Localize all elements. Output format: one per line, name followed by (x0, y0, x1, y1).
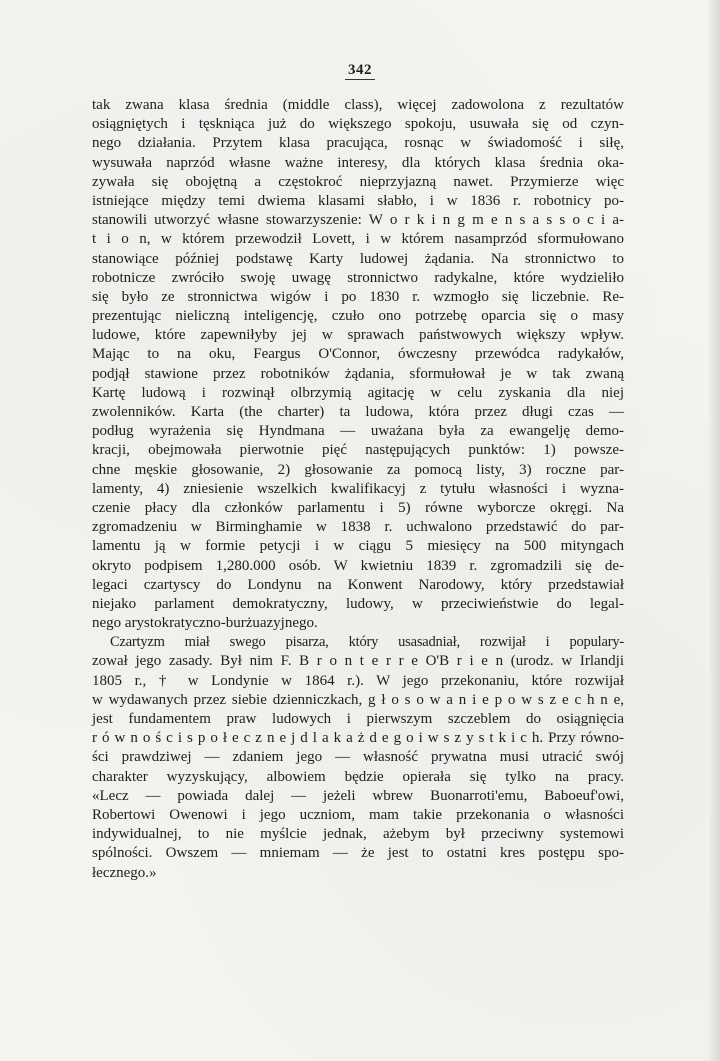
text-line: «Lecz — powiada dalej — jeżeli wbrew Buonarroti'emu, Baboeuf'owi, (92, 787, 624, 804)
text-line: legaci czartyscy do Londynu na Konwent Narodowy, który przedstawiał (92, 576, 624, 593)
text-line: niejako parlament demokratyczny, ludowy, w przeciwieństwie do legal- (92, 595, 624, 612)
text-line: podjął stawione przez robotników żądania, sformułował je w tak zwaną (92, 365, 624, 382)
text-line: istniejące między temi dwiema klasami słabło, i w 1836 r. robotnicy po- (92, 192, 624, 209)
text-line: w wydawanych przez siebie dzienniczkach, g ł o s o w a n i e p o w s z e c h n e, (92, 691, 624, 708)
text-line: osiągniętych i tęskniąca już do większego spokoju, usuwała się od czyn- (92, 116, 624, 133)
text-line: lamenty, 4) zniesienie wszelkich kwalifikacyj z tytułu własności i wyzna- (92, 480, 624, 497)
body-text (92, 96, 624, 883)
text-line: się było ze stronnictwa wigów i po 1830 r. wzmogło się liczebnie. Re- (92, 288, 624, 305)
text-line: Czartyzm miał swego pisarza, który usasadniał, rozwijał i populary- (110, 634, 624, 651)
text-line: lamentu ją w formie petycji i w ciągu 5 miesięcy na 500 mityngach (92, 538, 624, 555)
text-line: Kartę ludową i rozwinął olbrzymią agitację w celu zyskania dla niej (92, 384, 624, 401)
text-line: robotnicze zwróciło swoję uwagę stronnictwo radykalne, które wydzieliło (92, 269, 624, 286)
page-number (0, 62, 720, 79)
text-line: stanowiące później podstawę Karty ludowej żądania. Na stronnictwo to (92, 250, 624, 267)
text-line: Robertowi Owenowi i jego uczniom, mam takie przekonania o własności (92, 806, 624, 823)
text-line: stanowili utworzyć własne stowarzyszenie: W o r k i n g m e n s a s s o c i a- (92, 212, 624, 229)
text-line: chne męskie głosowanie, 2) głosowanie za pomocą listy, 3) roczne par- (92, 461, 624, 478)
text-line: okryto podpisem 1,280.000 osób. W kwietniu 1839 r. zgromadzili się de- (92, 557, 624, 574)
text-line: r ó w n o ś c i s p o ł e c z n e j d l a k a ż d e g o i w s z y s t k i c h. Przy równo- (92, 730, 624, 747)
text-line: zgromadzeniu w Birminghamie w 1838 r. uchwalono przedstawić do par- (92, 519, 624, 536)
text-line: prezentując nieliczną inteligencję, czuło ono potrzebę oparcia się o masy (92, 308, 624, 325)
text-line: kracji, obejmowała pierwotnie pięć następujących punktów: 1) powsze- (92, 442, 624, 459)
text-line: jest fundamentem praw ludowych i pierwszym szczeblem do osiągnięcia (92, 711, 624, 727)
text-line: 1805 r., † w Londynie w 1864 r.). W jego przekonaniu, które rozwijał (92, 672, 624, 689)
text-line: zował jego zasady. Był nim F. B r o n t e r r e O'B r i e n (urodz. w Irlandji (92, 653, 624, 670)
text-line: tak zwana klasa średnia (middle class), więcej zadowolona z rezultatów (92, 97, 624, 113)
text-line: nego działania. Przytem klasa pracująca, rosnąc w świadomość i siłę, (92, 135, 624, 152)
text-line: zwolenników. Karta (the charter) ta ludowa, która przez długi czas — (92, 404, 624, 420)
text-line: Mając to na oku, Feargus O'Connor, ówczesny przewódca radykałów, (92, 346, 624, 363)
text-line: indywidualnej, to nie myślcie jednak, ażebym był przeciwny systemowi (92, 826, 624, 843)
text-line: spólności. Owszem — mniemam — że jest to ostatni kres postępu spo- (92, 845, 624, 862)
text-line: wysuwała naprzód własne ważne interesy, dla których klasa średnia oka- (92, 154, 624, 171)
text-line: czenie płacy dla członków parlamentu i 5) równe wyborcze okręgi. Na (92, 499, 624, 516)
text-line: podług wyrażenia się Hyndmana — uważana była za ewangelję demo- (92, 423, 624, 440)
text-line: łecznego.» (92, 864, 157, 881)
text-line: ści prawdziwej — zdaniem jego — własność prywatna musi utracić swój (92, 749, 624, 766)
text-line: charakter wyzyskujący, albowiem będzie opierała się tylko na pracy. (92, 768, 624, 785)
text-line: t i o n, w którem przewodził Lovett, i w którem nasamprzód sformułowano (92, 231, 624, 248)
text-line: zywała się obojętną a częstokroć nieprzyjazną nawet. Przymierze więc (92, 173, 624, 190)
page-number-text: 342 (345, 62, 375, 80)
text-line: ludowe, które zapewniłyby jej w sprawach państwowych większy wpływ. (92, 327, 624, 344)
page-edge-shadow (706, 0, 720, 1061)
text-line: nego arystokratyczno-burżuazyjnego. (92, 615, 318, 632)
